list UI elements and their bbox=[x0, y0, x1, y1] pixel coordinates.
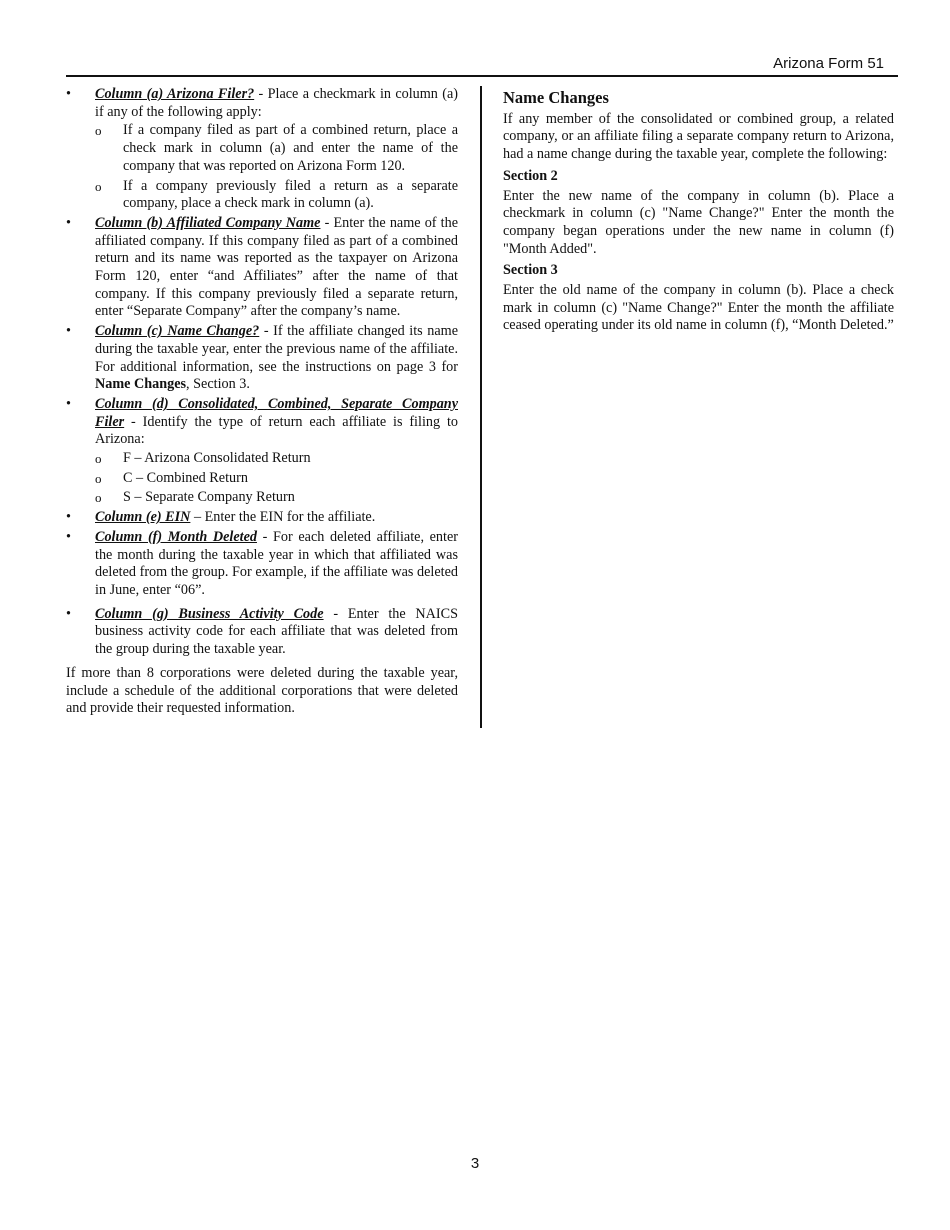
name-changes-heading: Name Changes bbox=[503, 88, 609, 107]
circle-bullet-icon: o bbox=[95, 451, 102, 467]
section-3-text: Enter the old name of the company in column (b). Place a check mark in column (c) "Name Change?" Enter the month the affiliate ceased operating under its old name in column (f), “Month Deleted.” bbox=[503, 282, 894, 334]
circle-bullet-icon: o bbox=[95, 178, 102, 194]
list-item-column-g bbox=[66, 606, 458, 659]
page-number: 3 bbox=[470, 1155, 480, 1172]
sub-item: o C – Combined Return bbox=[95, 469, 248, 486]
name-changes-reference: Name Changes bbox=[95, 376, 187, 393]
bullet-icon: • bbox=[66, 323, 71, 340]
sub-list-column-a bbox=[95, 122, 458, 213]
section-2-heading: Section 2 bbox=[503, 167, 558, 184]
text-column-e: – Enter the EIN for the affiliate. bbox=[190, 509, 376, 526]
circle-bullet-icon: o bbox=[95, 470, 102, 486]
text-column-g: - Enter the NAICS business activity code for each affiliate that was deleted from the group during the taxable year. bbox=[95, 605, 458, 658]
term-column-g: Column (g) Business Activity Code bbox=[95, 605, 324, 622]
list-item-column-e bbox=[66, 509, 458, 527]
section-2-text: Enter the new name of the company in column (b). Place a checkmark in column (c) "Name Change?" Enter the month the company began operations under the new name in column (f) "Month Added". bbox=[503, 187, 894, 257]
right-column bbox=[503, 89, 894, 335]
bullet-icon: • bbox=[66, 528, 71, 545]
term-column-a: Column (a) Arizona Filer? bbox=[95, 86, 255, 102]
list-item-column-c: • Column (c) Name Change? - If the affiliate changed its name during the taxable year, enter the previous name of the affiliate. For additional information, see the instructions on page 3 for Name Changes, Section 3. bbox=[66, 323, 458, 393]
text-column-d: - Identify the type of return each affiliate is filing to Arizona: bbox=[95, 413, 458, 448]
term-column-d: Column (d) Consolidated, Combined, Separate Company Filer bbox=[95, 395, 458, 430]
circle-bullet-icon: o bbox=[95, 490, 102, 506]
name-changes-intro: If any member of the consolidated or combined group, a related company, or an affiliate filing a separate company return to Arizona, had a name change during the taxable year, complete the following: bbox=[503, 110, 894, 163]
left-column bbox=[66, 86, 458, 718]
sub-item: o F – Arizona Consolidated Return bbox=[95, 450, 311, 467]
column-instructions-list bbox=[66, 86, 458, 659]
list-item-column-f bbox=[66, 529, 458, 600]
sub-item: o If a company filed as part of a combined return, place a check mark in column (a) and enter the name of the company that was reported on Arizona Form 120. bbox=[95, 122, 458, 174]
term-column-f: Column (f) Month Deleted bbox=[95, 528, 257, 545]
term-column-c: Column (c) Name Change? bbox=[95, 323, 260, 340]
bullet-icon: • bbox=[66, 214, 71, 231]
closing-paragraph: If more than 8 corporations were deleted during the taxable year, include a schedule of the additional corporations that were deleted and provide their requested information. bbox=[66, 664, 458, 717]
list-item-column-a bbox=[66, 86, 458, 213]
column-divider bbox=[480, 86, 482, 728]
circle-bullet-icon: o bbox=[95, 123, 102, 139]
section-3-heading: Section 3 bbox=[503, 262, 558, 279]
text-column-f: - For each deleted affiliate, enter the month during the taxable year in which that affiliated was deleted from the group. For example, if the affiliate was deleted in June, enter “06”. bbox=[95, 528, 458, 598]
bullet-icon: • bbox=[66, 605, 71, 622]
page-header bbox=[66, 55, 898, 77]
list-item-column-d bbox=[66, 396, 458, 507]
text-column-a: - Place a checkmark in column (a) if any of the following apply: bbox=[95, 86, 458, 120]
bullet-icon: • bbox=[66, 509, 71, 526]
form-title: Arizona Form 51 bbox=[773, 55, 884, 72]
bullet-icon: • bbox=[66, 395, 71, 412]
term-column-b: Column (b) Affiliated Company Name bbox=[95, 214, 321, 231]
sub-item: o S – Separate Company Return bbox=[95, 489, 295, 506]
text-column-b: - Enter the name of the affiliated company. If this company filed as part of a combined return and its name was reported as the taxpayer on Arizona Form 120, enter “and Affiliates” after the name of that company. If this company previously filed a separate return, enter “Separate Company” after the company’s name. bbox=[95, 214, 458, 320]
bullet-icon: • bbox=[66, 86, 71, 102]
term-column-e: Column (e) EIN bbox=[95, 509, 191, 526]
list-item-column-b bbox=[66, 215, 458, 321]
sub-item: o If a company previously filed a return as a separate company, place a check mark in column (a). bbox=[95, 177, 458, 212]
sub-list-column-d bbox=[95, 450, 458, 507]
